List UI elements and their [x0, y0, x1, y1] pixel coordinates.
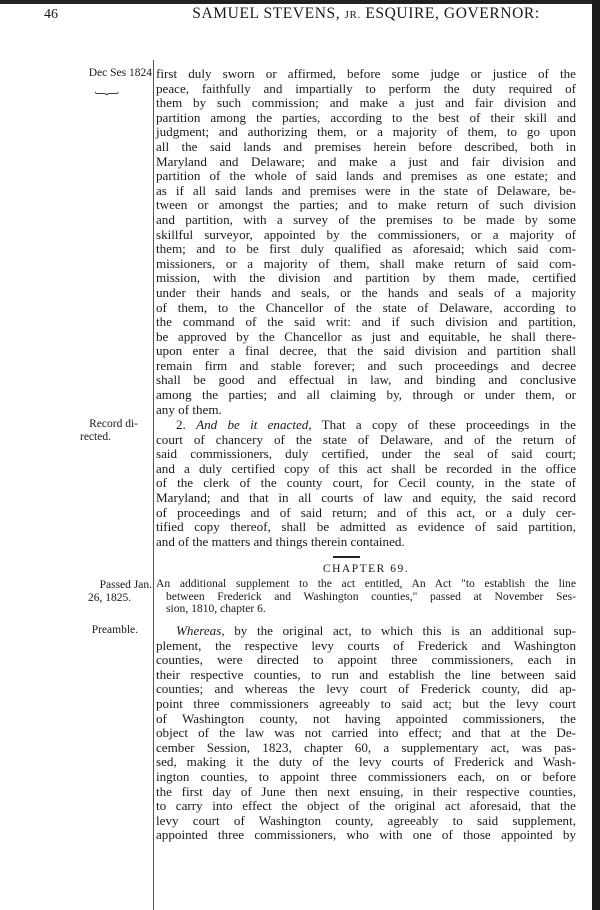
- text-line: be approved by the Chancellor as just and equitable, he shall there-: [156, 328, 576, 344]
- margin-note-line: Passed Jan.: [99, 579, 152, 591]
- text-line: tified copy thereof, shall be admitted as evidence of said partition,: [156, 519, 576, 535]
- section-2: [156, 418, 576, 549]
- text-line: missioners, or a majority of them, shall make return of said com-: [156, 255, 576, 271]
- text-line: their respective counties, to run and establish the line between said: [156, 666, 576, 682]
- text-line: of them, to the Chancellor of the state of Delaware, according to: [156, 299, 576, 315]
- text-line: and a duly certified copy of this act shall be recorded in the office: [156, 460, 576, 476]
- text-line: court of chancery of the state of Delaware, and of the return of: [156, 431, 576, 447]
- text-line: sion, 1810, chapter 6.: [166, 602, 266, 616]
- preamble-first-line: [156, 624, 576, 639]
- running-head-part2: ESQUIRE, GOVERNOR:: [360, 5, 540, 22]
- brace-mark: }: [91, 90, 125, 97]
- text-line: all the said lands and premises herein before described, both in: [156, 138, 576, 154]
- margin-note-line: Record di-: [89, 418, 138, 430]
- text-line: any of them.: [156, 401, 222, 417]
- text-line: sed, making it the duty of the levy courts of Frederick and Wash-: [156, 754, 576, 770]
- text-line: tween or amongst the parties; and to make return of such division: [156, 197, 576, 213]
- text-line: shall be good and effectual in law, and binding and conclusive: [156, 372, 576, 388]
- text-line: Maryland and Delaware; and make a just and fair division and: [156, 153, 576, 169]
- running-head-small-caps: JR.: [344, 9, 361, 21]
- whereas: Whereas,: [176, 623, 225, 638]
- margin-rule: [153, 60, 154, 910]
- text-line: plement, the respective levy courts of Frederick and Washington: [156, 637, 576, 653]
- text-line: An additional supplement to the act entitled, An Act "to establish the line: [156, 577, 576, 590]
- text-line: partition among the parties, according to the best of their skill and: [156, 109, 576, 125]
- section-number: 2.: [176, 417, 186, 432]
- text-line: object of the law was not carried into effect; and that at the De-: [156, 725, 576, 741]
- text-line: Maryland; and that in all courts of law and equity, the said record: [156, 489, 576, 505]
- chapter-title: CHAPTER 69.: [322, 563, 410, 575]
- text-line: as if all said lands and premises were in the state of Delaware, be-: [156, 182, 576, 198]
- text-line: levy court of Washington county, agreeably to said supplement,: [156, 812, 576, 828]
- text-line: appointed three commissioners, who with one of those appointed by: [156, 827, 576, 843]
- text-line: the first day of June then next ensuing, in their respective counties,: [156, 783, 576, 799]
- text-line: upon enter a final decree, that the said division and partition shall: [156, 343, 576, 359]
- text-line: and partition, with a survey of the premises to be made by some: [156, 211, 576, 227]
- text-line: between Frederick and Washington counties," passed at November Ses-: [166, 589, 576, 603]
- text-line: ington counties, to appoint three commissioners each, on or before: [156, 768, 576, 784]
- text-line: point three commissioners agreeably to said act; but the levy court: [156, 695, 576, 711]
- text-line: remain firm and stable forever; and such proceedings and decree: [156, 357, 576, 373]
- text-line: cember Session, 1823, chapter 60, a supplementary act, was pas-: [156, 739, 576, 755]
- text-line: under their hands and seals, or the hands and seals of a majority: [156, 284, 576, 300]
- section-2-first-line: [156, 418, 576, 433]
- margin-note-line: 26, 1825.: [88, 592, 132, 604]
- text-line: said commissioners, duly certified, under the seal of said court;: [156, 446, 576, 462]
- margin-note-record: [80, 418, 138, 444]
- page-number: 46: [44, 7, 58, 22]
- text-line: them by such commission; and make a just and fair division and: [156, 95, 576, 111]
- line-text: by the original act, to which this is an additional sup-: [234, 623, 576, 638]
- section-1: [156, 67, 576, 417]
- text-line: partition of the whole of said lands and premises as one estate; and: [156, 168, 576, 184]
- text-line: the command of the said writ: and if such division and partition,: [156, 314, 576, 330]
- text-line: of the clerk of the county court, for Cecil county, in the state of: [156, 475, 576, 491]
- text-line: counties, were directed to appoint three commissioners, each in: [156, 652, 576, 668]
- text-line: first duly sworn or affirmed, before some judge or justice of the: [156, 66, 576, 81]
- running-head-part1: SAMUEL STEVENS,: [192, 5, 345, 22]
- preamble: [156, 624, 576, 843]
- text-line: peace, faithfully and impartially to perform the duty required of: [156, 80, 576, 96]
- chapter-separator: [333, 556, 360, 558]
- text-line: judgment; and authorizing them, or a majority of them, to go upon: [156, 124, 576, 140]
- text-line: and of the matters and things therein contained.: [156, 533, 405, 549]
- text-line: of proceedings and of said return; and of this act, or a duly cer-: [156, 504, 576, 520]
- margin-note-passed: [80, 579, 152, 605]
- text-line: them; and to be first duly qualified as aforesaid; which said com-: [156, 241, 576, 257]
- running-head: [156, 5, 576, 23]
- text-line: to carry into effect the object of the original act aforesaid, that the: [156, 798, 576, 814]
- text-line: skillful surveyor, appointed by the commissioners, or a majority of: [156, 226, 576, 242]
- scan-right-border: [592, 0, 600, 910]
- line-text: That a copy of these proceedings in the: [321, 417, 576, 432]
- text-line: of Washington county, not having appointed commissioners, the: [156, 710, 576, 726]
- margin-note-line: rected.: [80, 431, 111, 443]
- margin-note-session: Dec Ses 1824: [88, 67, 152, 79]
- text-line: counties; and whereas the levy court of Frederick county, did ap-: [156, 681, 576, 697]
- margin-note-preamble: Preamble.: [91, 624, 138, 636]
- scan-top-border: [0, 0, 600, 4]
- enacting-clause: And be it enacted,: [196, 417, 312, 432]
- text-line: mission, with the division and partition by them made, certified: [156, 270, 576, 286]
- text-line: among the parties; and all claiming by, through or under them, or: [156, 387, 576, 403]
- chapter-summary: [156, 578, 576, 616]
